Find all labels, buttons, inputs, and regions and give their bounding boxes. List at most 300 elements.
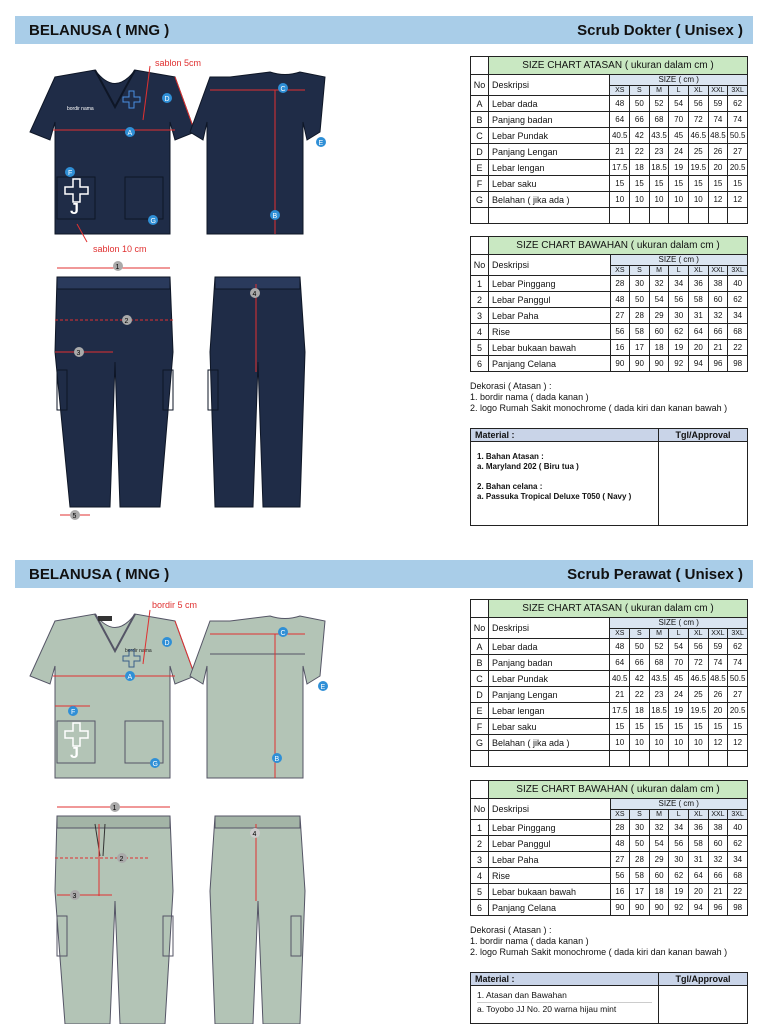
row-desc: Lebar dada [488, 96, 609, 112]
row-desc: Lebar Pinggang [488, 276, 610, 292]
table-row [471, 340, 748, 356]
size-value: 74 [728, 112, 748, 128]
chart-caption: SIZE CHART ATASAN ( ukuran dalam cm ) [488, 600, 747, 618]
size-value: 18 [649, 884, 669, 900]
size-value: 90 [649, 900, 669, 916]
row-desc: Panjang Celana [488, 900, 610, 916]
size-value: 70 [669, 112, 689, 128]
row-desc: Lebar bukaan bawah [488, 884, 610, 900]
svg-text:4: 4 [252, 831, 257, 838]
size-value: 32 [649, 276, 669, 292]
row-no: F [471, 719, 489, 735]
size-value: 43.5 [649, 671, 669, 687]
size-value: 30 [669, 308, 689, 324]
size-value: 21 [708, 340, 728, 356]
size-value: 15 [630, 719, 650, 735]
size-value: 50.5 [728, 128, 748, 144]
svg-text:F: F [68, 170, 73, 177]
row-no: C [471, 128, 489, 144]
svg-text:3: 3 [72, 893, 77, 900]
size-value: 20 [708, 703, 728, 719]
table-row [471, 160, 748, 176]
table-row [471, 96, 748, 112]
size-value: 10 [669, 735, 689, 751]
table-row [471, 820, 748, 836]
size-value: 92 [669, 356, 689, 372]
size-value: 27 [610, 308, 630, 324]
size-value: 94 [689, 900, 709, 916]
size-value: 20.5 [728, 160, 748, 176]
size-value: 32 [708, 852, 728, 868]
chart-caption: SIZE CHART BAWAHAN ( ukuran dalam cm ) [488, 237, 747, 255]
size-value: 52 [649, 639, 669, 655]
size-value: 98 [728, 356, 748, 372]
size-value: 96 [708, 900, 728, 916]
table-row [471, 735, 748, 751]
size-value: 68 [728, 868, 748, 884]
size-value: 45 [669, 128, 689, 144]
size-value: 15 [688, 719, 708, 735]
size-value: 20 [708, 160, 728, 176]
size-header: L [669, 86, 689, 96]
size-value: 30 [630, 820, 650, 836]
row-no: 2 [471, 836, 489, 852]
table-row [471, 836, 748, 852]
size-value: 26 [708, 687, 728, 703]
section-header [15, 560, 753, 588]
size-value: 12 [728, 192, 748, 208]
size-value: 19.5 [688, 160, 708, 176]
size-value: 50 [630, 96, 650, 112]
size-value: 70 [669, 655, 689, 671]
size-value: 50.5 [728, 671, 748, 687]
row-desc: Panjang Lengan [488, 687, 609, 703]
size-value: 56 [669, 292, 689, 308]
size-value: 64 [689, 324, 709, 340]
size-header: XXL [708, 629, 728, 639]
size-value: 15 [610, 719, 630, 735]
approval-cell[interactable] [659, 986, 747, 1024]
scrub-dokter-illustration [15, 52, 455, 532]
size-value: 15 [708, 719, 728, 735]
row-no: D [471, 687, 489, 703]
col-no: No [471, 255, 489, 276]
size-value: 72 [688, 655, 708, 671]
size-header: M [649, 629, 669, 639]
size-value: 10 [630, 192, 650, 208]
row-desc: Lebar saku [488, 719, 609, 735]
size-value: 22 [630, 687, 650, 703]
decoration-notes: Dekorasi ( Atasan ) : 1. bordir nama ( dada kanan ) 2. logo Rumah Sakit monochrome ( dada kiri dan kanan bawah ) [470, 381, 728, 413]
size-value: 15 [630, 176, 650, 192]
table-row [471, 884, 748, 900]
svg-text:C: C [280, 630, 286, 637]
table-row [471, 703, 748, 719]
size-value: 10 [649, 192, 669, 208]
size-value: 10 [610, 192, 630, 208]
size-header: XXL [708, 86, 728, 96]
material-label: Material : [471, 429, 659, 441]
size-value: 30 [669, 852, 689, 868]
size-value: 15 [649, 176, 669, 192]
size-value: 22 [728, 340, 748, 356]
row-desc: Lebar Paha [488, 308, 610, 324]
size-value: 66 [708, 868, 728, 884]
row-desc: Lebar Pundak [488, 128, 609, 144]
size-header: L [669, 629, 689, 639]
size-value: 15 [688, 176, 708, 192]
size-value: 10 [630, 735, 650, 751]
size-value: 64 [689, 868, 709, 884]
size-chart-atasan [470, 599, 748, 767]
back-pants-mint [210, 816, 305, 1024]
table-row [471, 308, 748, 324]
front-top-navy [30, 58, 201, 254]
size-value: 19.5 [688, 703, 708, 719]
material-box: Material : Tgl/Approval 1. Bahan Atasan : a. Maryland 202 ( Biru tua ) 2. Bahan celana : a. Passuka Tropical Deluxe T050 ( Navy ) [470, 428, 748, 526]
size-value: 94 [689, 356, 709, 372]
size-value: 90 [630, 356, 650, 372]
col-no: No [471, 75, 489, 96]
size-header: S [630, 629, 650, 639]
size-header: M [649, 86, 669, 96]
size-value: 31 [689, 852, 709, 868]
size-value: 15 [669, 719, 689, 735]
back-top-mint [190, 616, 328, 778]
size-value: 90 [630, 900, 650, 916]
size-value: 10 [649, 735, 669, 751]
back-pants-navy [208, 277, 305, 507]
size-value: 92 [669, 900, 689, 916]
table-row [471, 292, 748, 308]
size-value: 58 [630, 868, 650, 884]
size-value: 58 [630, 324, 650, 340]
size-value: 21 [708, 884, 728, 900]
row-no: 6 [471, 356, 489, 372]
size-value: 64 [610, 112, 630, 128]
size-value: 28 [610, 276, 630, 292]
col-deskripsi: Deskripsi [488, 255, 610, 276]
svg-text:F: F [71, 709, 76, 716]
svg-text:C: C [280, 86, 286, 93]
size-header: 3XL [728, 810, 748, 820]
size-value: 64 [610, 655, 630, 671]
size-value: 48 [610, 836, 630, 852]
size-value: 60 [649, 868, 669, 884]
size-value: 66 [630, 112, 650, 128]
section-header [15, 16, 753, 44]
size-value: 23 [649, 687, 669, 703]
table-row [471, 900, 748, 916]
size-value: 15 [728, 719, 748, 735]
size-value: 40.5 [610, 128, 630, 144]
svg-text:3: 3 [76, 350, 81, 357]
size-value: 15 [649, 719, 669, 735]
size-value: 28 [630, 308, 650, 324]
row-desc: Lebar Panggul [488, 836, 610, 852]
row-no: G [471, 735, 489, 751]
size-value: 10 [669, 192, 689, 208]
row-no: 5 [471, 340, 489, 356]
row-no: G [471, 192, 489, 208]
svg-text:G: G [152, 761, 158, 768]
size-value: 10 [688, 735, 708, 751]
size-header: 3XL [728, 86, 748, 96]
note-sablon-5cm: sablon 5cm [155, 58, 202, 68]
size-value: 62 [728, 836, 748, 852]
table-row [471, 144, 748, 160]
col-size: SIZE ( cm ) [610, 75, 748, 86]
size-value: 27 [728, 144, 748, 160]
size-value: 15 [708, 176, 728, 192]
table-row [471, 112, 748, 128]
size-value: 24 [669, 144, 689, 160]
logo-name-embroidery: bordir nama [125, 648, 152, 654]
row-no: 4 [471, 324, 489, 340]
svg-text:1: 1 [115, 264, 120, 271]
size-value: 10 [688, 192, 708, 208]
approval-cell[interactable] [659, 442, 747, 525]
size-header: S [630, 86, 650, 96]
material-box: Material : Tgl/Approval 1. Atasan dan Bawahan a. Toyobo JJ No. 20 warna hijau mint [470, 972, 748, 1024]
note-sablon-10cm: sablon 10 cm [93, 244, 147, 254]
row-no: A [471, 639, 489, 655]
table-row [471, 671, 748, 687]
svg-text:E: E [318, 140, 324, 147]
row-desc: Lebar Pinggang [488, 820, 610, 836]
row-no: B [471, 655, 489, 671]
size-value: 36 [689, 820, 709, 836]
size-value: 18 [630, 703, 650, 719]
size-value: 54 [669, 639, 689, 655]
table-row [471, 176, 748, 192]
size-header: M [649, 266, 669, 276]
size-header: XL [688, 86, 708, 96]
table-row [471, 276, 748, 292]
size-value: 56 [688, 639, 708, 655]
svg-text:2: 2 [119, 856, 124, 863]
size-value: 90 [649, 356, 669, 372]
col-deskripsi: Deskripsi [488, 799, 610, 820]
row-desc: Lebar Pundak [488, 671, 609, 687]
size-value: 50 [630, 292, 650, 308]
size-value: 23 [649, 144, 669, 160]
size-value: 74 [728, 655, 748, 671]
size-value: 25 [688, 144, 708, 160]
size-value: 20 [689, 884, 709, 900]
size-value: 21 [610, 687, 630, 703]
size-value: 28 [610, 820, 630, 836]
size-value: 62 [728, 96, 748, 112]
row-no: 4 [471, 868, 489, 884]
size-value: 48 [610, 96, 630, 112]
row-no: 3 [471, 308, 489, 324]
size-value: 27 [610, 852, 630, 868]
chart-caption: SIZE CHART ATASAN ( ukuran dalam cm ) [488, 57, 747, 75]
size-value: 52 [649, 96, 669, 112]
size-value: 19 [669, 703, 689, 719]
size-value: 28 [630, 852, 650, 868]
size-value: 16 [610, 340, 630, 356]
svg-text:1: 1 [112, 805, 117, 812]
col-size: SIZE ( cm ) [610, 618, 748, 629]
svg-text:4: 4 [252, 291, 257, 298]
logo-name-embroidery: bordir nama [67, 106, 94, 112]
chart-caption: SIZE CHART BAWAHAN ( ukuran dalam cm ) [488, 781, 747, 799]
size-header: 3XL [728, 266, 748, 276]
scrub-perawat-illustration [15, 596, 455, 1024]
row-desc: Panjang Lengan [488, 144, 609, 160]
size-value: 56 [610, 868, 630, 884]
row-desc: Lebar bukaan bawah [488, 340, 610, 356]
size-value: 62 [669, 324, 689, 340]
row-no: B [471, 112, 489, 128]
row-desc: Lebar lengan [488, 703, 609, 719]
svg-text:D: D [164, 640, 170, 647]
front-pants-mint [55, 802, 173, 1024]
section-scrub-perawat [0, 560, 768, 1024]
row-no: A [471, 96, 489, 112]
size-value: 54 [669, 96, 689, 112]
row-desc: Belahan ( jika ada ) [488, 192, 609, 208]
size-header: M [649, 810, 669, 820]
size-header: L [669, 266, 689, 276]
size-value: 50 [630, 639, 650, 655]
size-value: 19 [669, 884, 689, 900]
size-value: 48 [610, 292, 630, 308]
size-value: 59 [708, 639, 728, 655]
row-no: E [471, 703, 489, 719]
size-value: 68 [649, 112, 669, 128]
size-value: 34 [669, 820, 689, 836]
size-value: 19 [669, 340, 689, 356]
size-value: 59 [708, 96, 728, 112]
size-value: 46.5 [688, 671, 708, 687]
size-value: 24 [669, 687, 689, 703]
size-value: 25 [688, 687, 708, 703]
svg-text:D: D [164, 96, 170, 103]
size-header: XS [610, 629, 630, 639]
size-value: 15 [610, 176, 630, 192]
table-row [471, 128, 748, 144]
size-value: 18.5 [649, 703, 669, 719]
back-top-navy [190, 72, 326, 234]
size-value: 45 [669, 671, 689, 687]
row-no: C [471, 671, 489, 687]
size-value: 12 [708, 192, 728, 208]
size-value: 21 [610, 144, 630, 160]
svg-text:2: 2 [124, 318, 129, 325]
size-value: 38 [708, 820, 728, 836]
table-row [471, 719, 748, 735]
row-desc: Belahan ( jika ada ) [488, 735, 609, 751]
size-value: 34 [669, 276, 689, 292]
size-value: 17.5 [610, 703, 630, 719]
size-header: 3XL [728, 629, 748, 639]
svg-text:B: B [274, 756, 280, 763]
row-desc: Lebar dada [488, 639, 609, 655]
size-value: 62 [728, 639, 748, 655]
size-value: 72 [688, 112, 708, 128]
svg-text:J: J [70, 745, 79, 762]
size-value: 19 [669, 160, 689, 176]
size-value: 17 [630, 884, 650, 900]
size-value: 34 [728, 852, 748, 868]
col-deskripsi: Deskripsi [488, 75, 609, 96]
approval-label: Tgl/Approval [675, 430, 731, 440]
size-chart-bawahan [470, 236, 748, 372]
size-header: XXL [708, 266, 728, 276]
row-desc: Lebar Paha [488, 852, 610, 868]
size-value: 40.5 [610, 671, 630, 687]
row-no: 2 [471, 292, 489, 308]
size-value: 30 [630, 276, 650, 292]
size-value: 56 [688, 96, 708, 112]
col-no: No [471, 618, 489, 639]
size-value: 22 [728, 884, 748, 900]
size-value: 26 [708, 144, 728, 160]
table-row [471, 324, 748, 340]
size-value: 29 [649, 852, 669, 868]
row-no: D [471, 144, 489, 160]
table-row [471, 192, 748, 208]
row-desc: Lebar saku [488, 176, 609, 192]
svg-text:B: B [272, 213, 278, 220]
size-value: 17 [630, 340, 650, 356]
brand-title: BELANUSA ( MNG ) [29, 565, 170, 583]
size-value: 60 [708, 292, 728, 308]
size-header: XL [689, 266, 709, 276]
size-value: 29 [649, 308, 669, 324]
size-header: S [630, 266, 650, 276]
size-value: 96 [708, 356, 728, 372]
size-value: 42 [630, 128, 650, 144]
svg-text:J: J [70, 201, 79, 218]
table-row [471, 852, 748, 868]
size-value: 15 [669, 176, 689, 192]
svg-text:E: E [320, 684, 326, 691]
size-value: 66 [708, 324, 728, 340]
size-value: 56 [610, 324, 630, 340]
size-value: 40 [728, 276, 748, 292]
row-desc: Panjang badan [488, 112, 609, 128]
size-header: XL [688, 629, 708, 639]
row-desc: Panjang Celana [488, 356, 610, 372]
size-value: 16 [610, 884, 630, 900]
size-value: 48.5 [708, 128, 728, 144]
table-row [471, 868, 748, 884]
material-label: Material : [471, 973, 659, 985]
size-value: 18 [630, 160, 650, 176]
size-value: 18.5 [649, 160, 669, 176]
size-value: 32 [649, 820, 669, 836]
size-chart-atasan [470, 56, 748, 224]
size-value: 90 [610, 900, 630, 916]
size-value: 66 [630, 655, 650, 671]
row-no: 3 [471, 852, 489, 868]
size-value: 12 [708, 735, 728, 751]
size-value: 32 [708, 308, 728, 324]
size-value: 90 [610, 356, 630, 372]
decoration-notes: Dekorasi ( Atasan ) : 1. bordir nama ( dada kanan ) 2. logo Rumah Sakit monochrome ( dada kiri dan kanan bawah ) [470, 925, 728, 957]
row-desc: Panjang badan [488, 655, 609, 671]
col-deskripsi: Deskripsi [488, 618, 609, 639]
table-row [471, 356, 748, 372]
size-value: 50 [630, 836, 650, 852]
product-title: Scrub Dokter ( Unisex ) [577, 21, 743, 39]
product-title: Scrub Perawat ( Unisex ) [567, 565, 743, 583]
size-value: 62 [728, 292, 748, 308]
